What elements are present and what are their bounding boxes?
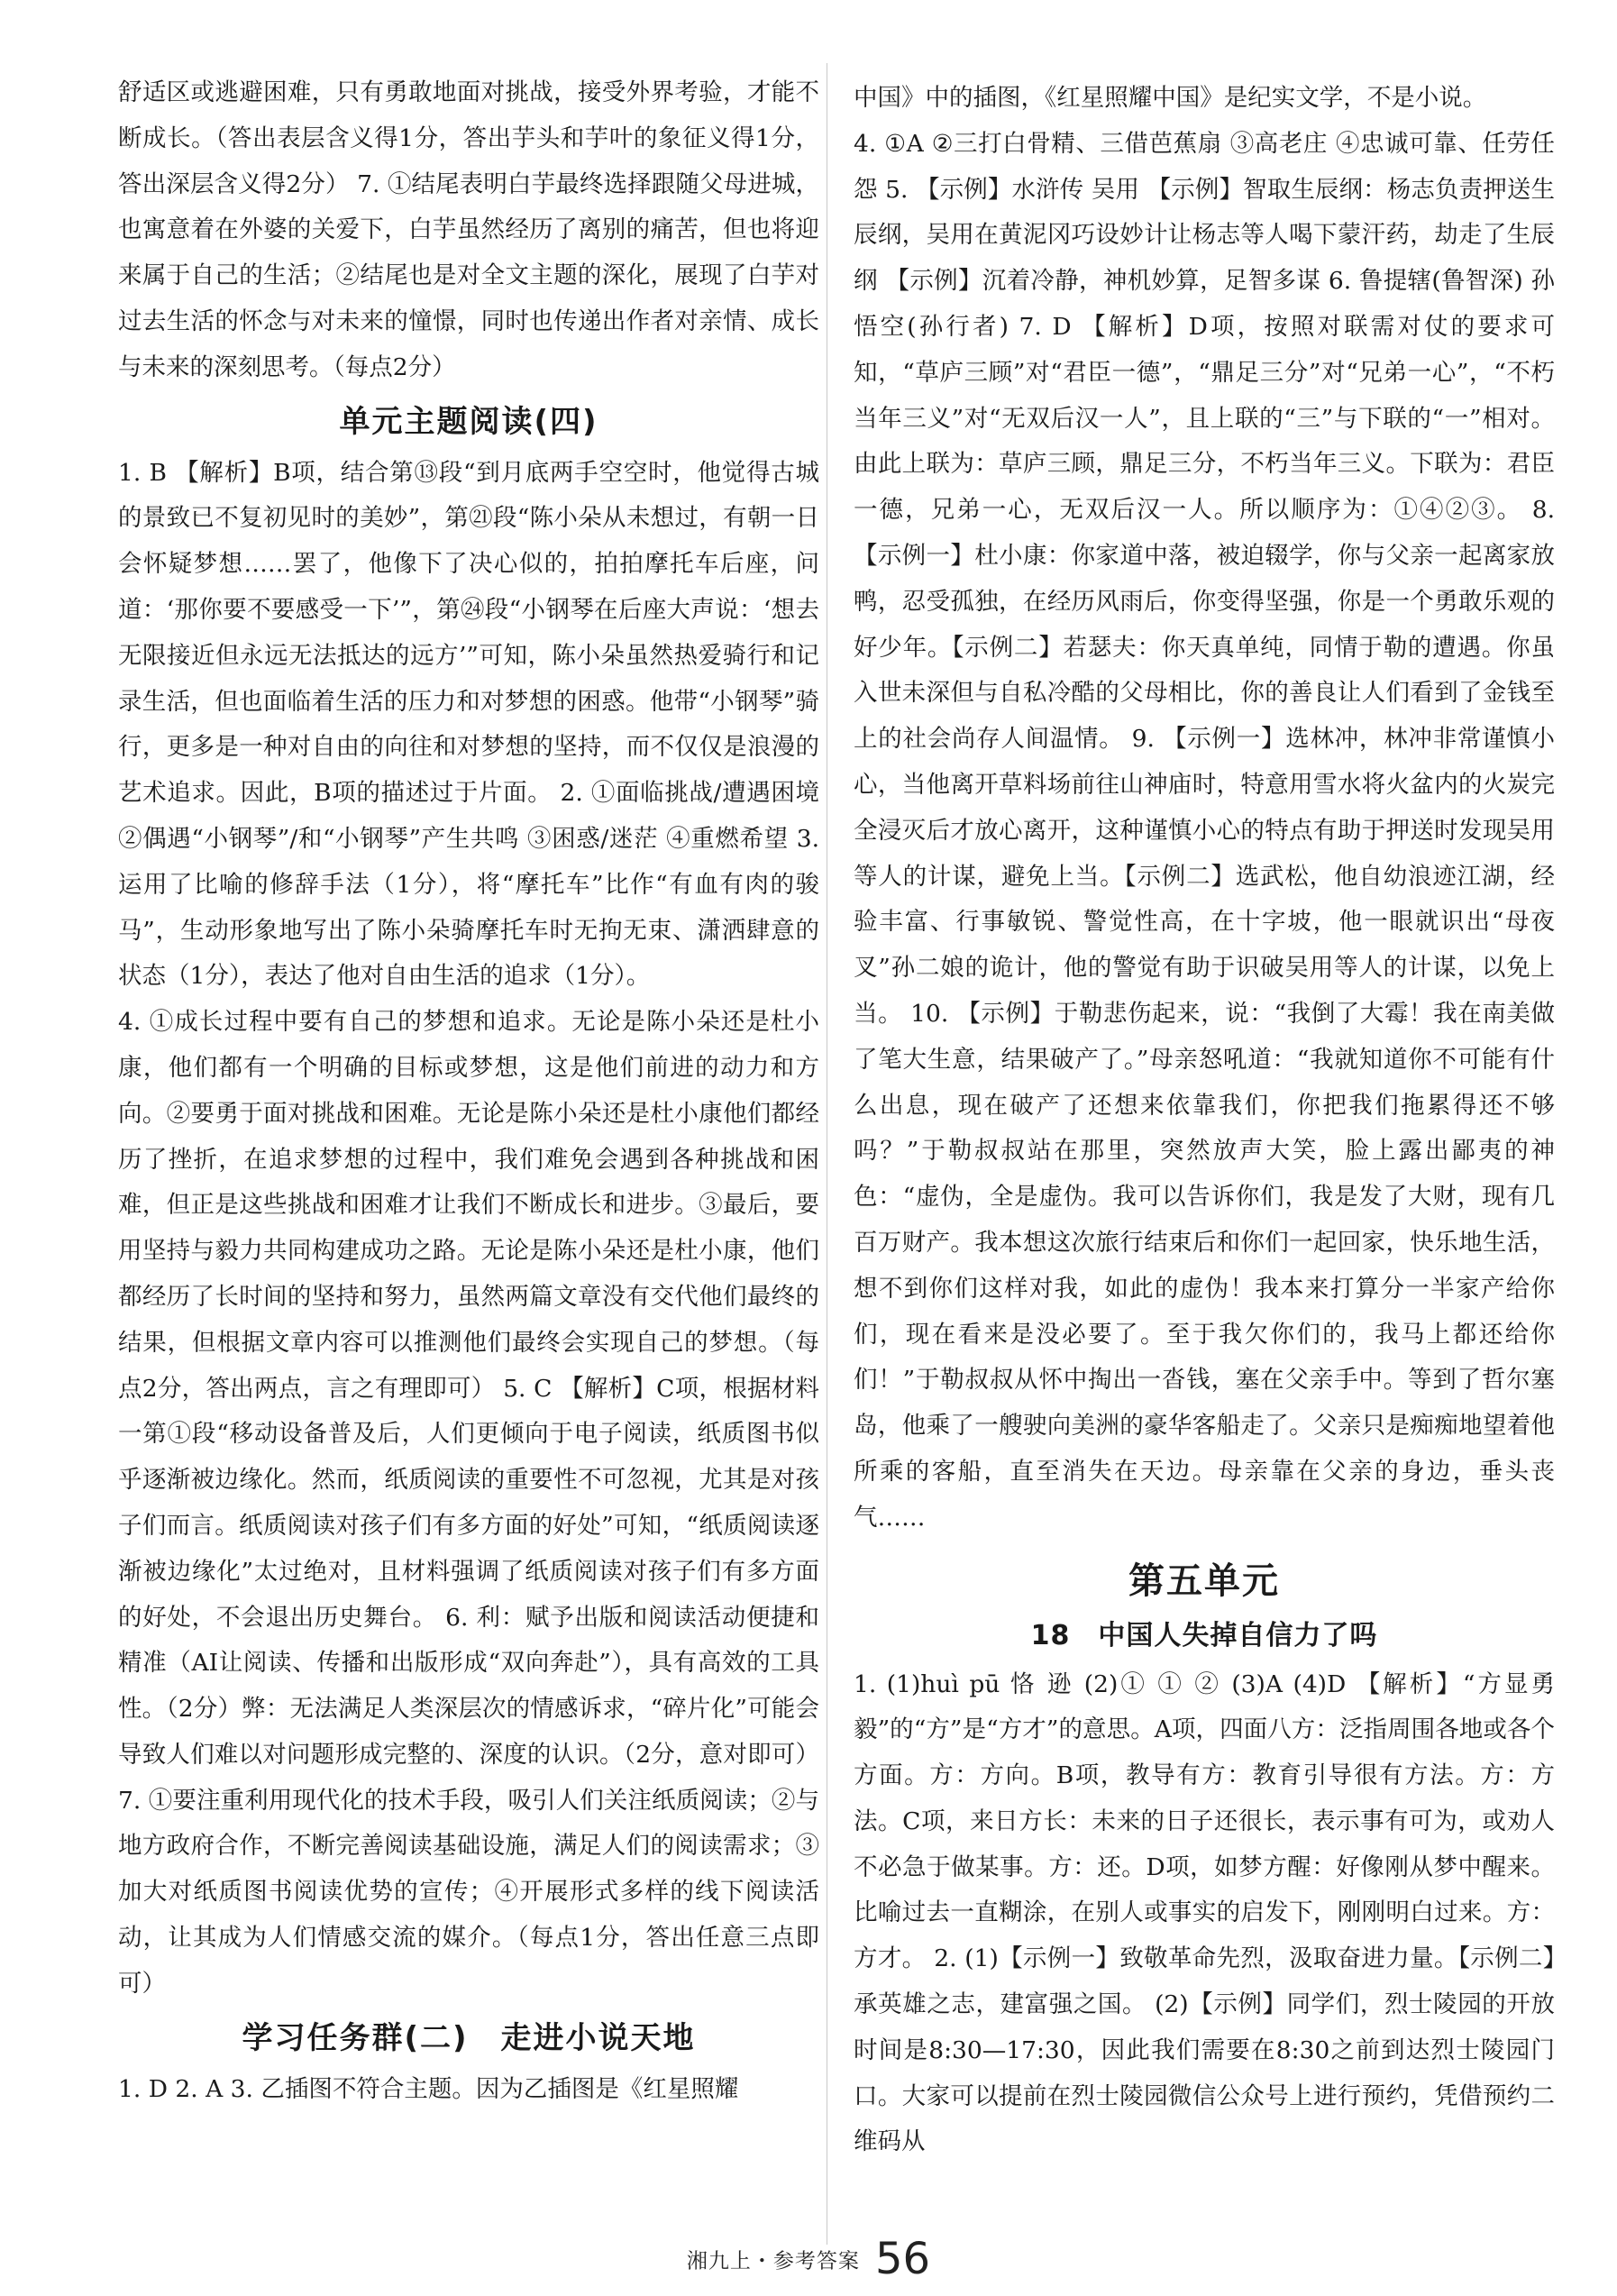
answer-paragraph: 中国》中的插图，《红星照耀中国》是纪实文学，不是小说。: [854, 84, 1487, 112]
page-footer: [0, 2234, 1617, 2284]
lesson-heading: 18 中国人失掉自信力了吗: [1030, 1619, 1378, 1651]
left-column: [118, 70, 819, 2112]
answer-paragraph: 1. D 2. A 3. 乙插图不符合主题。因为乙插图是《红星照耀: [118, 2074, 739, 2103]
section-heading: 学习任务群(二) 走进小说天地: [242, 2019, 696, 2056]
answer-paragraph: 舒适区或逃避困难，只有勇敢地面对挑战，接受外界考验，才能不断成长。（答出表层含义得1分，答出芋头和芋叶的象征义得1分，答出深层含义得2分） 7. ①结尾表明白芋最终选择跟随父母进城，也寓意着在外婆的关爱下，白芋虽然经历了离别的痛苦，但也将迎来属于自己的生活；②结尾也是对全文主题的深化，展现了白芋对过去生活的怀念与对未来的憧憬，同时也传递出作者对亲情、成长与未来的深刻思考。（每点2分）: [118, 78, 819, 381]
answer-paragraph: 1. B 【解析】B项，结合第⑬段“到月底两手空空时，他觉得古城的景致已不复初见时的美妙”，第㉑段“陈小朵从未想过，有朝一日会怀疑梦想……罢了，他像下了决心似的，拍拍摩托车后座，问道：‘那你要不要感受一下’”，第㉔段“小钢琴在后座大声说：‘想去无限接近但永远无法抵达的远方’”可知，陈小朵虽然热爱骑行和记录生活，但也面临着生活的压力和对梦想的困惑。他带“小钢琴”骑行，更多是一种对自由的向往和对梦想的坚持，而不仅仅是浪漫的艺术追求。因此，B项的描述过于片面。 2. ①面临挑战/遭遇困境 ②偶遇“小钢琴”/和“小钢琴”产生共鸣 ③困惑/迷茫 ④重燃希望 3. 运用了比喻的修辞手法（1分），将“摩托车”比作“有血有肉的骏马”，生动形象地写出了陈小朵骑摩托车时无拘无束、潇洒肆意的状态（1分），表达了他对自由生活的追求（1分）。: [118, 458, 819, 991]
footer-label: 湘九上・参考答案: [686, 2249, 860, 2273]
answer-paragraph: 1. (1)huì pū 恪 逊 (2)① ① ② (3)A (4)D 【解析】“方显勇毅”的“方”是“方才”的意思。A项，四面八方：泛指周围各地或各个方面。方：方向。B项，教导有方：教育引导很有方法。方：方法。C项，来日方长：未来的日子还很长，表示事有可为，或劝人不必急于做某事。方：还。D项，如梦方醒：好像刚从梦中醒来。比喻过去一直糊涂，在别人或事实的启发下，刚刚明白过来。方：方才。 2. (1)【示例一】致敬革命先烈，汲取奋进力量。【示例二】承英雄之志，建富强之国。 (2)【示例】同学们，烈士陵园的开放时间是8:30—17:30，因此我们需要在8:30之前到达烈士陵园门口。大家可以提前在烈士陵园微信公众号上进行预约，凭借预约二维码从: [854, 1669, 1555, 2156]
unit-heading: 第五单元: [1128, 1560, 1280, 1602]
section-heading: 单元主题阅读(四): [339, 403, 598, 440]
answer-paragraph: 4. ①A ②三打白骨精、三借芭蕉扇 ③高老庄 ④忠诚可靠、任劳任怨 5. 【示例】水浒传 吴用 【示例】智取生辰纲：杨志负责押送生辰纲，吴用在黄泥冈巧设妙计让杨志等人喝下蒙汗药，劫走了生辰纲 【示例】沉着冷静，神机妙算，足智多谋 6. 鲁提辖(鲁智深) 孙悟空(孙行者) 7. D 【解析】D项，按照对联需对仗的要求可知，“草庐三顾”对“君臣一德”，“鼎足三分”对“兄弟一心”，“不朽当年三义”对“无双后汉一人”，且上联的“三”与下联的“一”相对。由此上联为：草庐三顾，鼎足三分，不朽当年三义。下联为：君臣一德，兄弟一心，无双后汉一人。所以顺序为：①④②③。 8. 【示例一】杜小康：你家道中落，被迫辍学，你与父亲一起离家放鸭，忍受孤独，在经历风雨后，你变得坚强，你是一个勇敢乐观的好少年。【示例二】若瑟夫：你天真单纯，同情于勒的遭遇。你虽入世未深但与自私冷酷的父母相比，你的善良让人们看到了金钱至上的社会尚存人间温情。 9. 【示例一】选林冲，林冲非常谨慎小心，当他离开草料场前往山神庙时，特意用雪水将火盆内的火炭完全浸灭后才放心离开，这种谨慎小心的特点有助于押送时发现吴用等人的计谋，避免上当。【示例二】选武松，他自幼浪迹江湖，经验丰富、行事敏锐、警觉性高，在十字坡，他一眼就识出“母夜叉”孙二娘的诡计，他的警觉有助于识破吴用等人的计谋，以免上当。 10. 【示例】于勒悲伤起来，说：“我倒了大霉！我在南美做了笔大生意，结果破产了。”母亲怒吼道：“我就知道你不可能有什么出息，现在破产了还想来依靠我们，你把我们拖累得还不够吗？”于勒叔叔站在那里，突然放声大笑，脸上露出鄙夷的神色：“虚伪，全是虚伪。我可以告诉你们，我是发了大财，现有几百万财产。我本想这次旅行结束后和你们一起回家，快乐地生活，想不到你们这样对我，如此的虚伪！我本来打算分一半家产给你们，现在看来是没必要了。至于我欠你们的，我马上都还给你们！”于勒叔叔从怀中掏出一沓钱，塞在父亲手中。等到了哲尔塞岛，他乘了一艘驶向美洲的豪华客船走了。父亲只是痴痴地望着他所乘的客船，直至消失在天边。母亲靠在父亲的身边，垂头丧气……: [854, 129, 1555, 1532]
page-number: 56: [875, 2234, 931, 2284]
right-column: [854, 76, 1555, 2165]
answer-paragraph: 4. ①成长过程中要有自己的梦想和追求。无论是陈小朵还是杜小康，他们都有一个明确的目标或梦想，这是他们前进的动力和方向。②要勇于面对挑战和困难。无论是陈小朵还是杜小康他们都经历了挫折，在追求梦想的过程中，我们难免会遇到各种挑战和困难，但正是这些挑战和困难才让我们不断成长和进步。③最后，要用坚持与毅力共同构建成功之路。无论是陈小朵还是杜小康，他们都经历了长时间的坚持和努力，虽然两篇文章没有交代他们最终的结果，但根据文章内容可以推测他们最终会实现自己的梦想。（每点2分，答出两点，言之有理即可） 5. C 【解析】C项，根据材料一第①段“移动设备普及后，人们更倾向于电子阅读，纸质图书似乎逐渐被边缘化。然而，纸质阅读的重要性不可忽视，尤其是对孩子们而言。纸质阅读对孩子们有多方面的好处”可知，“纸质阅读逐渐被边缘化”太过绝对，且材料强调了纸质阅读对孩子们有多方面的好处，不会退出历史舞台。 6. 利：赋予出版和阅读活动便捷和精准（AI让阅读、传播和出版形成“双向奔赴”），具有高效的工具性。（2分）弊：无法满足人类深层次的情感诉求，“碎片化”可能会导致人们难以对问题形成完整的、深度的认识。（2分，意对即可） 7. ①要注重利用现代化的技术手段，吸引人们关注纸质阅读；②与地方政府合作，不断完善阅读基础设施，满足人们的阅读需求；③加大对纸质图书阅读优势的宣传；④开展形式多样的线下阅读活动，让其成为人们情感交流的媒介。（每点1分，答出任意三点即可）: [118, 1008, 819, 1998]
